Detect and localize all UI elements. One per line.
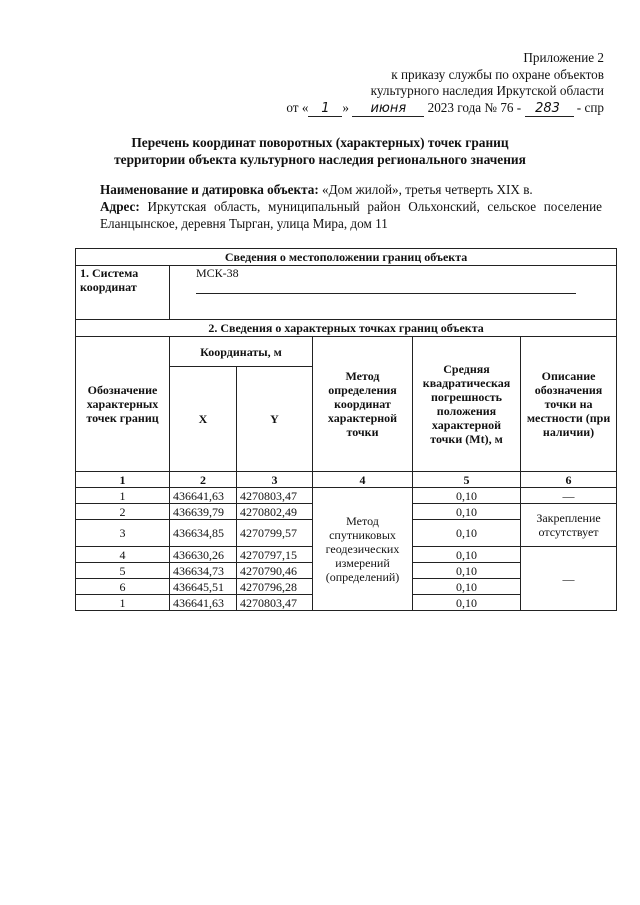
date-month: июня	[352, 102, 424, 117]
cell-x: 436639,79	[170, 504, 237, 520]
cell-y: 4270799,57	[237, 520, 313, 547]
cell-method: Метод спутниковых геодезических измерений (определений)	[313, 488, 413, 611]
cell-x: 436630,26	[170, 547, 237, 563]
col-number: 6	[521, 472, 617, 488]
cell-error: 0,10	[413, 579, 521, 595]
object-address-value: Иркутская область, муниципальный район Ольхонский, сельское поселение Еланцынское, деревня Тырган, улица Мира, дом 11	[100, 199, 602, 231]
attachment-date-line	[286, 100, 604, 117]
header-error: Средняя квадратическая погрешность положения характерной точки (Mt), м	[413, 337, 521, 472]
cell-y: 4270790,46	[237, 563, 313, 579]
cell-point: 2	[76, 504, 170, 520]
document-title	[0, 134, 640, 168]
cell-error: 0,10	[413, 563, 521, 579]
cell-point: 5	[76, 563, 170, 579]
cell-x: 436634,85	[170, 520, 237, 547]
date-day: 1	[308, 102, 342, 117]
col-number: 5	[413, 472, 521, 488]
system-label: 1. Система координат	[76, 266, 170, 320]
cell-error: 0,10	[413, 504, 521, 520]
section1-title: Сведения о местоположении границ объекта	[76, 249, 617, 266]
header-x: X	[170, 367, 237, 472]
cell-point: 3	[76, 520, 170, 547]
col-number: 2	[170, 472, 237, 488]
cell-x: 436641,63	[170, 488, 237, 504]
header-desc: Описание обозначения точки на местности (при наличии)	[521, 337, 617, 472]
header-coords: Координаты, м	[170, 337, 313, 367]
col-number: 3	[237, 472, 313, 488]
cell-point: 6	[76, 579, 170, 595]
cell-desc: —	[521, 488, 617, 504]
col-number: 1	[76, 472, 170, 488]
title-line2: территории объекта культурного наследия регионального значения	[114, 152, 526, 167]
system-value: МСК-38	[196, 266, 239, 280]
table-row	[76, 488, 617, 504]
object-name-value: «Дом жилой», третья четверть XIX в.	[322, 182, 533, 197]
cell-y: 4270802,49	[237, 504, 313, 520]
cell-point: 4	[76, 547, 170, 563]
object-address-label: Адрес:	[100, 199, 140, 214]
section2-title: 2. Сведения о характерных точках границ объекта	[76, 320, 617, 337]
cell-x: 436634,73	[170, 563, 237, 579]
date-from: от «	[286, 99, 309, 115]
cell-point: 1	[76, 488, 170, 504]
cell-y: 4270803,47	[237, 595, 313, 611]
order-number: 283	[525, 102, 574, 117]
object-info	[100, 181, 602, 232]
cell-point: 1	[76, 595, 170, 611]
title-line1: Перечень координат поворотных (характерных) точек границ	[131, 135, 509, 150]
cell-error: 0,10	[413, 488, 521, 504]
col-number: 4	[313, 472, 413, 488]
boundary-table	[75, 248, 617, 611]
cell-y: 4270796,28	[237, 579, 313, 595]
date-quote: »	[342, 99, 350, 115]
cell-desc: Закрепление отсутствует	[521, 504, 617, 547]
system-underline	[196, 280, 576, 294]
attachment-header	[286, 50, 604, 117]
cell-x: 436641,63	[170, 595, 237, 611]
system-cell	[170, 266, 617, 320]
date-year: 2023 года № 76 -	[427, 99, 522, 115]
cell-error: 0,10	[413, 595, 521, 611]
order-suffix: - спр	[576, 99, 604, 115]
attachment-line1: Приложение 2	[523, 50, 604, 65]
object-name-line	[100, 181, 602, 198]
cell-y: 4270797,15	[237, 547, 313, 563]
object-name-label: Наименование и датировка объекта:	[100, 182, 319, 197]
attachment-line2: к приказу службы по охране объектов	[391, 66, 604, 82]
object-address-line	[100, 198, 602, 232]
cell-error: 0,10	[413, 547, 521, 563]
header-method: Метод определения координат характерной точки	[313, 337, 413, 472]
cell-y: 4270803,47	[237, 488, 313, 504]
cell-error: 0,10	[413, 520, 521, 547]
attachment-line3: культурного наследия Иркутской области	[370, 83, 604, 98]
header-y: Y	[237, 367, 313, 472]
header-point: Обозначение характерных точек границ	[76, 337, 170, 472]
cell-x: 436645,51	[170, 579, 237, 595]
cell-desc: —	[521, 547, 617, 611]
